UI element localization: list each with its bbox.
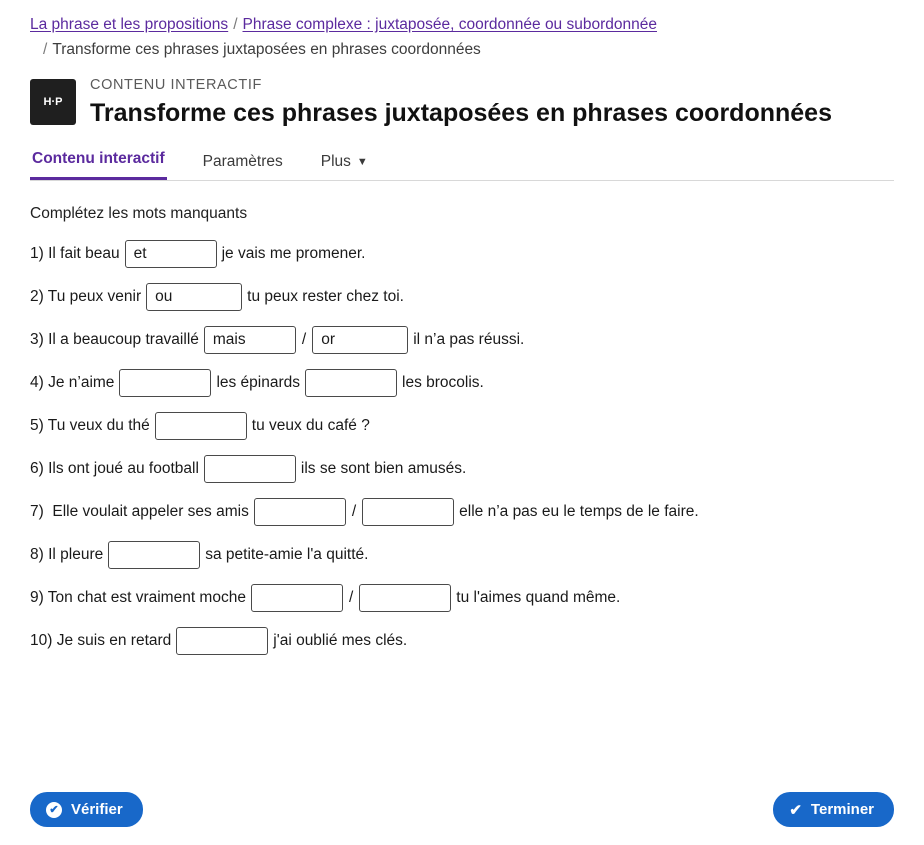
breadcrumb-separator-1: / [233, 16, 238, 33]
breadcrumb-separator-2: / [43, 41, 48, 58]
finish-button[interactable] [773, 792, 894, 827]
question-row [30, 497, 894, 527]
check-button[interactable] [30, 792, 143, 827]
breadcrumb-line-2 [30, 39, 894, 61]
tab-contenu-interactif[interactable] [30, 150, 167, 180]
blank-input[interactable] [108, 541, 200, 569]
question-row [30, 583, 894, 613]
check-button-label: Vérifier [71, 801, 123, 818]
question-text: tu peux rester chez toi. [247, 288, 404, 305]
question-row [30, 454, 894, 484]
question-row [30, 239, 894, 269]
blank-input[interactable] [176, 627, 268, 655]
question-text: 7) Elle voulait appeler ses amis [30, 503, 249, 520]
question-row [30, 325, 894, 355]
tab-plus[interactable] [319, 153, 370, 180]
title-block [0, 61, 924, 129]
blank-input[interactable] [251, 584, 343, 612]
question-text: il n’a pas réussi. [413, 331, 525, 348]
check-circle-icon: ✔ [46, 802, 62, 818]
alternative-separator: / [301, 331, 307, 348]
blank-input[interactable] [119, 369, 211, 397]
check-icon: ✔ [789, 801, 802, 819]
question-row [30, 626, 894, 656]
tab-label: Plus [320, 153, 351, 170]
question-text: 8) Il pleure [30, 546, 104, 563]
question-row [30, 368, 894, 398]
content-type-kicker: CONTENU INTERACTIF [90, 77, 262, 93]
question-text: tu veux du café ? [251, 417, 370, 434]
question-text: 4) Je n’aime [30, 374, 115, 391]
title-text-group [90, 75, 832, 129]
tab-parametres[interactable] [201, 153, 285, 180]
breadcrumb-current: Transforme ces phrases juxtaposées en phrases coordonnées [52, 41, 481, 58]
question-text: 3) Il a beaucoup travaillé [30, 331, 199, 348]
blank-input[interactable] [305, 369, 397, 397]
question-text: ils se sont bien amusés. [300, 460, 467, 477]
question-text: 1) Il fait beau [30, 245, 120, 262]
question-text: je vais me promener. [221, 245, 366, 262]
question-list [30, 239, 894, 656]
blank-input[interactable] [146, 283, 242, 311]
alternative-separator: / [348, 589, 354, 606]
alternative-separator: / [351, 503, 357, 520]
tab-label: Paramètres [202, 153, 283, 170]
tab-bar [30, 145, 894, 181]
question-row [30, 540, 894, 570]
chevron-down-icon: ▼ [356, 156, 368, 168]
question-text: 9) Ton chat est vraiment moche [30, 589, 246, 606]
question-text: 6) Ils ont joué au football [30, 460, 199, 477]
breadcrumb [0, 0, 924, 61]
question-row [30, 411, 894, 441]
blank-input[interactable] [204, 455, 296, 483]
finish-button-label: Terminer [810, 801, 874, 818]
question-text: elle n’a pas eu le temps de le faire. [459, 503, 699, 520]
footer-actions [30, 792, 894, 827]
question-text: 10) Je suis en retard [30, 632, 172, 649]
breadcrumb-link-1[interactable]: La phrase et les propositions [30, 16, 229, 33]
question-row [30, 282, 894, 312]
h5p-logo-icon [30, 79, 76, 125]
blank-input[interactable] [312, 326, 408, 354]
blank-input[interactable] [362, 498, 454, 526]
question-text: les brocolis. [402, 374, 484, 391]
question-text: sa petite-amie l'a quitté. [205, 546, 369, 563]
question-text: 2) Tu peux venir [30, 288, 142, 305]
blank-input[interactable] [204, 326, 296, 354]
breadcrumb-link-2[interactable]: Phrase complexe : juxtaposée, coordonnée ou subordonnée [242, 16, 657, 33]
question-text: tu l'aimes quand même. [456, 589, 621, 606]
question-text: j'ai oublié mes clés. [273, 632, 408, 649]
question-text: les épinards [216, 374, 301, 391]
tab-label: Contenu interactif [32, 150, 165, 167]
blank-input[interactable] [254, 498, 346, 526]
exercise-content [0, 181, 924, 656]
blank-input[interactable] [155, 412, 247, 440]
blank-input[interactable] [125, 240, 217, 268]
page-title: Transforme ces phrases juxtaposées en phrases coordonnées [90, 99, 832, 127]
blank-input[interactable] [359, 584, 451, 612]
h5p-badge-text: H·P [43, 96, 63, 108]
instructions-text: Complétez les mots manquants [30, 205, 248, 222]
question-text: 5) Tu veux du thé [30, 417, 150, 434]
